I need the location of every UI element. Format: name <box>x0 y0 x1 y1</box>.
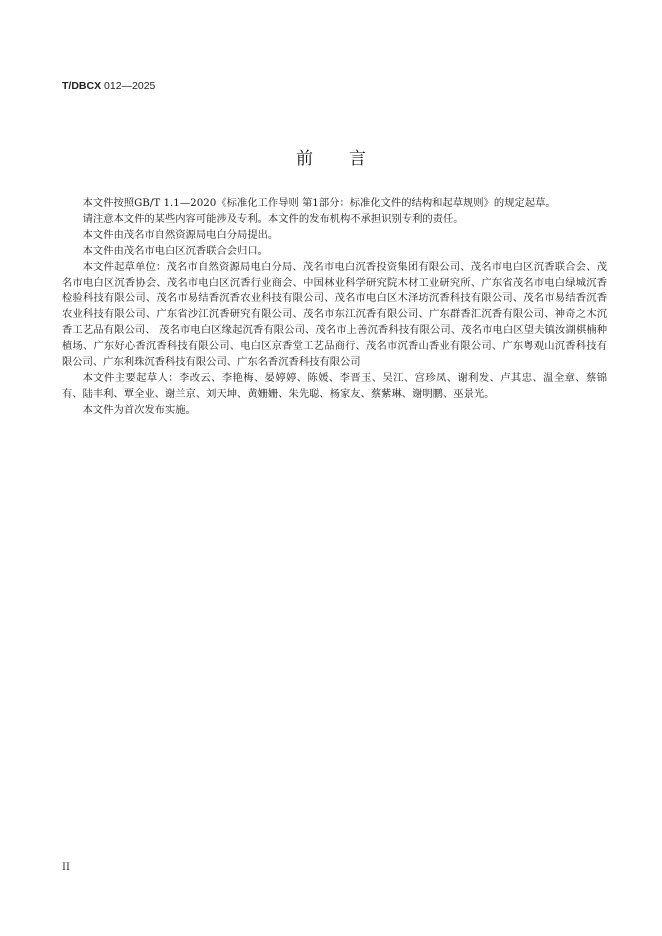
standard-number: 012—2025 <box>104 80 156 92</box>
page-title: 前言 <box>296 149 402 169</box>
paragraph-patent-notice: 请注意本文件的某些内容可能涉及专利。本文件的发布机构不承担识别专利的责任。 <box>82 212 464 225</box>
standard-code <box>62 80 155 92</box>
page-number: II <box>62 862 70 873</box>
paragraph-drafting-units: 本文件起草单位：茂名市自然资源局电白分局、茂名市电白沉香投资集团有限公司、茂名市电白区沉香联合会、茂名市电白区沉香协会、茂名市电白区沉香行业商会、中国林业科学研究院木材工业研究所、广东省茂名市电白绿城沉香检验科技有限公司、茂名市易结香沉香农业科技有限公司、茂名市电白区木泽坊沉香科技有限公司、茂名市易结香沉香农业科技有限公司、广东省沙江沉香研究有限公司、茂名市东江沉香有限公司、广东群香汇沉香有限公司、神奇之木沉香工艺品有限公司、 茂名市电白区缘起沉香有限公司、茂名市上善沉香科技有限公司、茂名市电白区望夫镇汝湖棋楠种植场、广东好心香沉香科技有限公司、电白区京香堂工艺品商行、茂名市沉香山香业有限公司、广东粤观山沉香科技有限公司、广东利珠沉香科技有限公司、广东名香沉香科技有限公司 <box>62 260 607 369</box>
standard-prefix: T/DBCX <box>62 80 102 92</box>
paragraph-standard-basis: 本文件按照GB/T 1.1—2020《标准化工作导则 第1部分：标准化文件的结构和起草规则》的规定起草。 <box>82 197 556 209</box>
paragraph-administrator: 本文件由茂名市电白区沉香联合会归口。 <box>82 244 268 257</box>
paragraph-proposer: 本文件由茂名市自然资源局电白分局提出。 <box>82 228 279 241</box>
foreword-body <box>62 196 607 419</box>
paragraph-first-release: 本文件为首次发布实施。 <box>82 403 196 416</box>
paragraph-drafters: 本文件主要起草人：李改云、李艳梅、晏婷婷、陈媛、李晋玉、吴江、宫珍凤、谢利发、卢其忠、温全章、蔡锦有、陆丰利、覃全业、谢兰京、刘天坤、黄姗姗、朱先聪、杨家友、蔡紫琳、谢明鹏、巫景光。 <box>62 371 607 400</box>
